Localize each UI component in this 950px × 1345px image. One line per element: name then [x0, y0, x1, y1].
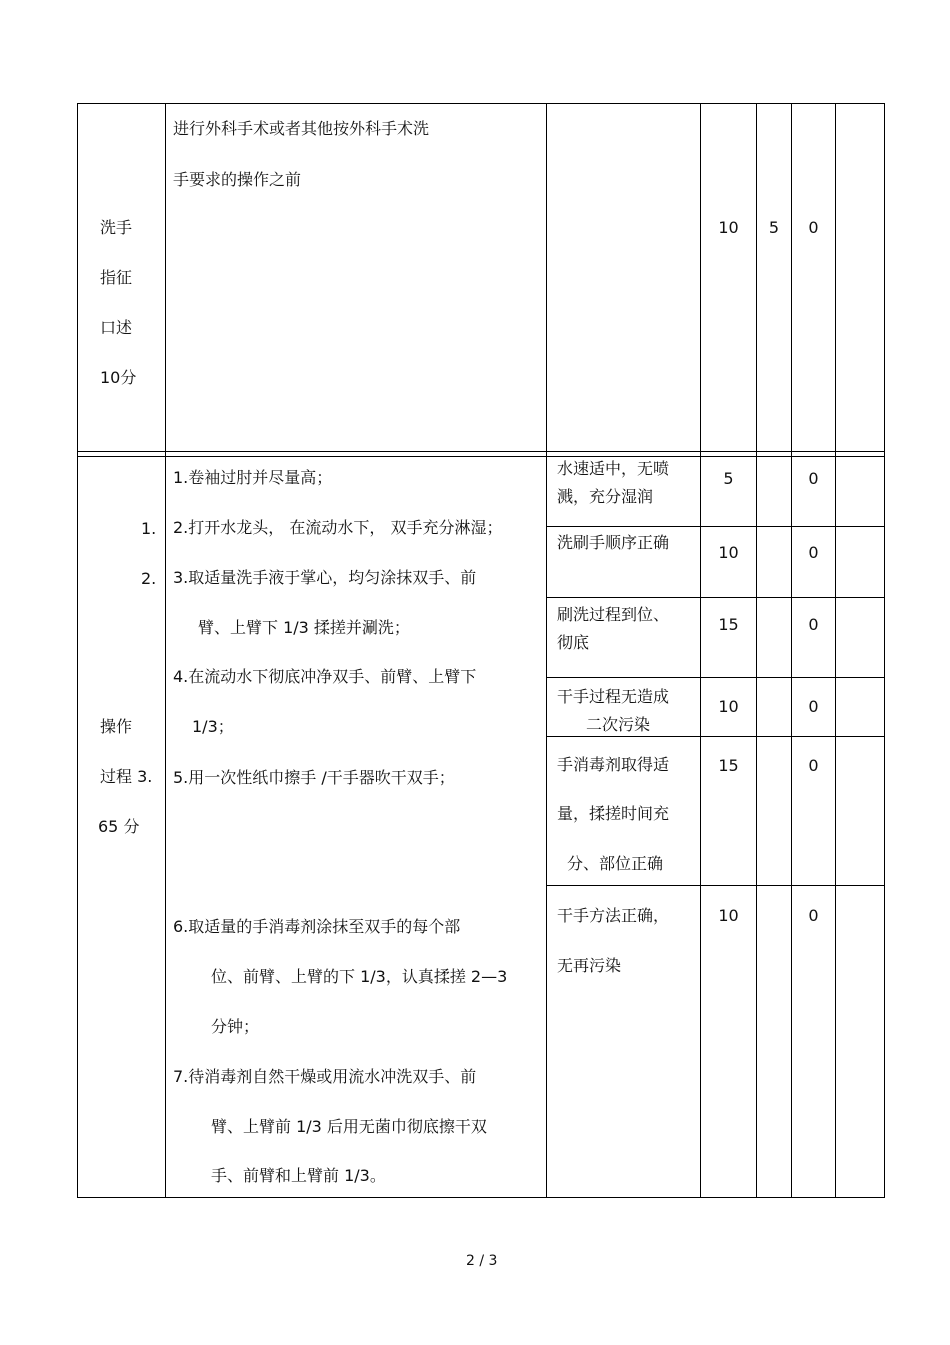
criterion-text: 干手过程无造成	[557, 687, 670, 706]
step-text: 手、前臂和上臂前 1/3。	[211, 1166, 386, 1185]
table-border	[546, 677, 885, 678]
step-text: 6.取适量的手消毒剂涂抹至双手的每个部	[173, 917, 461, 936]
score-full: 10	[718, 218, 739, 237]
table-border	[546, 103, 547, 1198]
criterion-text: 干手方法正确，	[557, 906, 670, 925]
step-text: 3.取适量洗手液于掌心，均匀涂抹双手、前	[173, 568, 477, 587]
category-label: 过程 3.	[100, 767, 153, 786]
criterion-zero: 0	[808, 697, 819, 716]
criterion-score: 10	[718, 906, 739, 925]
criterion-score: 15	[718, 615, 739, 634]
category-label: 10分	[100, 368, 137, 387]
criterion-zero: 0	[808, 906, 819, 925]
step-text: 位、前臂、上臂的下 1/3，认真揉搓 2—3	[211, 967, 508, 986]
criterion-text: 水速适中，无喷	[557, 459, 670, 478]
step-text: 1.卷袖过肘并尽量高；	[173, 468, 333, 487]
criterion-score: 10	[718, 697, 739, 716]
category-label: 65 分	[98, 817, 140, 836]
criterion-text: 洗刷手顺序正确	[557, 533, 670, 552]
table-border	[77, 451, 885, 452]
step-text: 2.打开水龙头， 在流动水下， 双手充分淋湿；	[173, 518, 503, 537]
score-zero: 0	[808, 218, 819, 237]
criterion-score: 5	[723, 469, 734, 488]
table-border	[546, 526, 885, 527]
criterion-text: 溅，充分湿润	[557, 487, 654, 506]
criterion-zero: 0	[808, 543, 819, 562]
step-number: 1.	[141, 519, 157, 538]
category-label: 洗手	[100, 218, 133, 237]
table-border	[700, 103, 701, 1198]
table-border	[77, 1197, 885, 1198]
criterion-score: 10	[718, 543, 739, 562]
criterion-zero: 0	[808, 756, 819, 775]
indication-text: 进行外科手术或者其他按外科手术洗	[173, 119, 430, 138]
table-border	[791, 103, 792, 1198]
step-text: 1/3；	[192, 717, 234, 736]
criterion-score: 15	[718, 756, 739, 775]
page-number: 2 / 3	[466, 1253, 498, 1269]
table-border	[756, 103, 757, 1198]
criterion-text: 刷洗过程到位、	[557, 605, 670, 624]
category-label: 操作	[100, 717, 133, 736]
criterion-zero: 0	[808, 615, 819, 634]
criterion-text: 二次污染	[586, 715, 651, 734]
step-number: 2.	[141, 569, 157, 588]
table-border	[77, 103, 78, 1198]
table-border	[77, 456, 885, 457]
score-partial: 5	[768, 218, 780, 237]
criterion-text: 量，揉搓时间充	[557, 804, 670, 823]
category-label: 口述	[100, 318, 133, 337]
step-text: 4.在流动水下彻底冲净双手、前臂、上臂下	[173, 667, 477, 686]
criterion-text: 手消毒剂取得适	[557, 755, 670, 774]
table-border	[835, 103, 836, 1198]
step-text: 臂、上臂下 1/3 揉搓并涮洗；	[198, 618, 410, 637]
step-text: 分钟；	[211, 1017, 260, 1036]
category-label: 指征	[100, 268, 133, 287]
table-border	[165, 103, 166, 1198]
table-border	[77, 103, 885, 104]
step-text: 5.用一次性纸巾擦手 /干手器吹干双手；	[173, 768, 455, 787]
table-border	[546, 597, 885, 598]
step-text: 臂、上臂前 1/3 后用无菌巾彻底擦干双	[211, 1117, 487, 1136]
table-border	[546, 736, 885, 737]
table-border	[884, 103, 885, 1198]
criterion-text: 无再污染	[557, 956, 622, 975]
criterion-text: 彻底	[557, 633, 590, 652]
step-text: 7.待消毒剂自然干燥或用流水冲洗双手、前	[173, 1067, 477, 1086]
indication-text: 手要求的操作之前	[173, 170, 302, 189]
criterion-zero: 0	[808, 469, 819, 488]
table-border	[546, 885, 885, 886]
criterion-text: 分、部位正确	[567, 854, 664, 873]
